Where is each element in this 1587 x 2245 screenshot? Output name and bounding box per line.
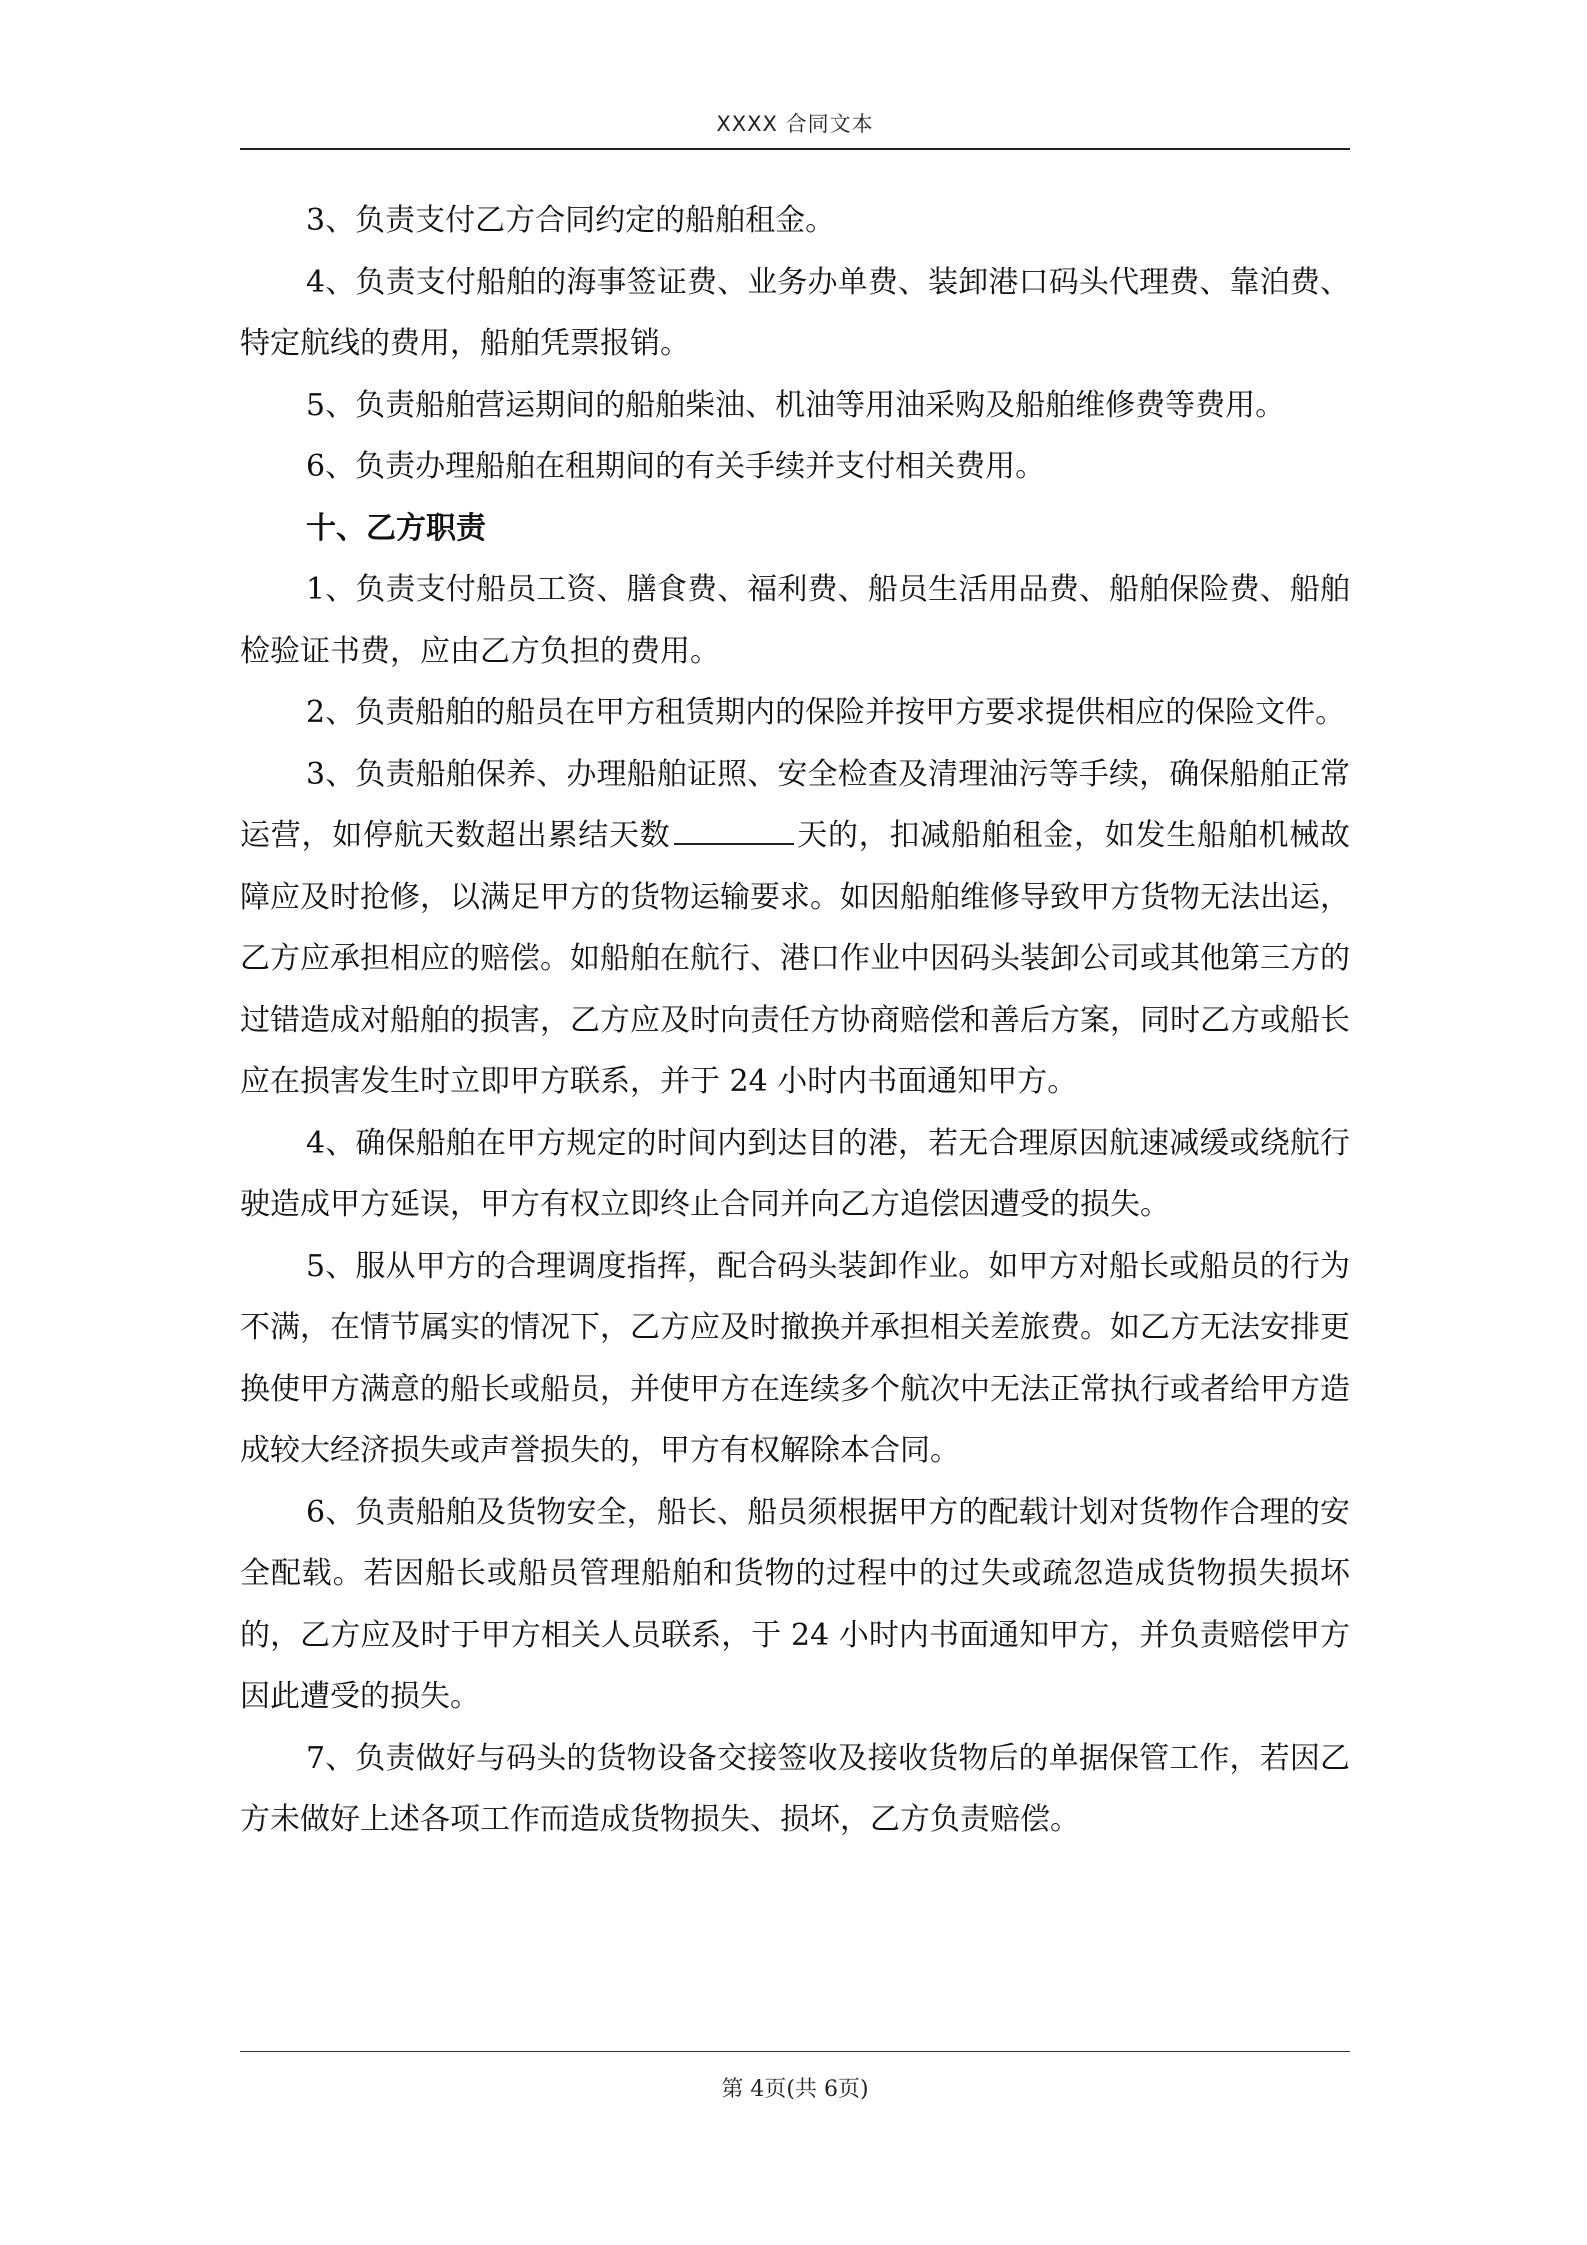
footer-divider — [240, 2051, 1350, 2052]
clause-paragraph: 1、负责支付船员工资、膳食费、福利费、船员生活用品费、船舶保险费、船舶检验证书费，应由乙方负担的费用。 — [240, 572, 1350, 669]
clause-text-before-blank: 3、负责船舶保养、办理船舶证照、安全检查及清理油污等手续，确保船舶正常运营，如停航天数超出累结天数 — [240, 756, 1350, 853]
document-body — [240, 190, 1350, 1851]
clause-text-after-blank: 天的，扣减船舶租金，如发生船舶机械故障应及时抢修，以满足甲方的货物运输要求。如因船舶维修导致甲方货物无法出运，乙方应承担相应的赔偿。如船舶在航行、港口作业中因码头装卸公司或其他第三方的过错造成对船舶的损害，乙方应及时向责任方协商赔偿和善后方案，同时乙方或船长应在损害发生时立即甲方联系，并于 24 小时内书面通知甲方。 — [240, 818, 1350, 1099]
clause-paragraph: 6、负责船舶及货物安全，船长、船员须根据甲方的配载计划对货物作合理的安全配载。若因船长或船员管理船舶和货物的过程中的过失或疏忽造成货物损失损坏的，乙方应及时于甲方相关人员联系，于 24 小时内书面通知甲方，并负责赔偿甲方因此遭受的损失。 — [240, 1494, 1350, 1714]
clause-paragraph: 4、确保船舶在甲方规定的时间内到达目的港，若无合理原因航速减缓或绕航行驶造成甲方延误，甲方有权立即终止合同并向乙方追偿因遭受的损失。 — [240, 1125, 1350, 1222]
clause-paragraph: 2、负责船舶的船员在甲方租赁期内的保险并按甲方要求提供相应的保险文件。 — [306, 695, 1346, 730]
page-header-title: XXXX 合同文本 — [716, 112, 874, 136]
clause-paragraph: 5、服从甲方的合理调度指挥，配合码头装卸作业。如甲方对船长或船员的行为不满，在情节属实的情况下，乙方应及时撤换并承担相关差旅费。如乙方无法安排更换使甲方满意的船长或船员，并使甲方在连续多个航次中无法正常执行或者给甲方造成较大经济损失或声誉损失的，甲方有权解除本合同。 — [240, 1248, 1350, 1468]
header-divider — [240, 148, 1350, 150]
section-heading: 十、乙方职责 — [306, 510, 486, 546]
clause-paragraph-with-blank — [240, 744, 1350, 1113]
clause-paragraph: 6、负责办理船舶在租期间的有关手续并支付相关费用。 — [306, 449, 1046, 484]
clause-paragraph: 3、负责支付乙方合同约定的船舶租金。 — [306, 203, 836, 238]
clause-paragraph: 7、负责做好与码头的货物设备交接签收及接收货物后的单据保管工作，若因乙方未做好上述各项工作而造成货物损失、损坏，乙方负责赔偿。 — [240, 1740, 1350, 1837]
clause-paragraph: 5、负责船舶营运期间的船舶柴油、机油等用油采购及船舶维修费等费用。 — [306, 387, 1286, 423]
fill-in-blank-line — [674, 815, 794, 845]
page-number: 第 4页(共 6页) — [721, 2077, 869, 2102]
clause-paragraph: 4、负责支付船舶的海事签证费、业务办单费、装卸港口码头代理费、靠泊费、特定航线的费用，船舶凭票报销。 — [240, 264, 1350, 361]
